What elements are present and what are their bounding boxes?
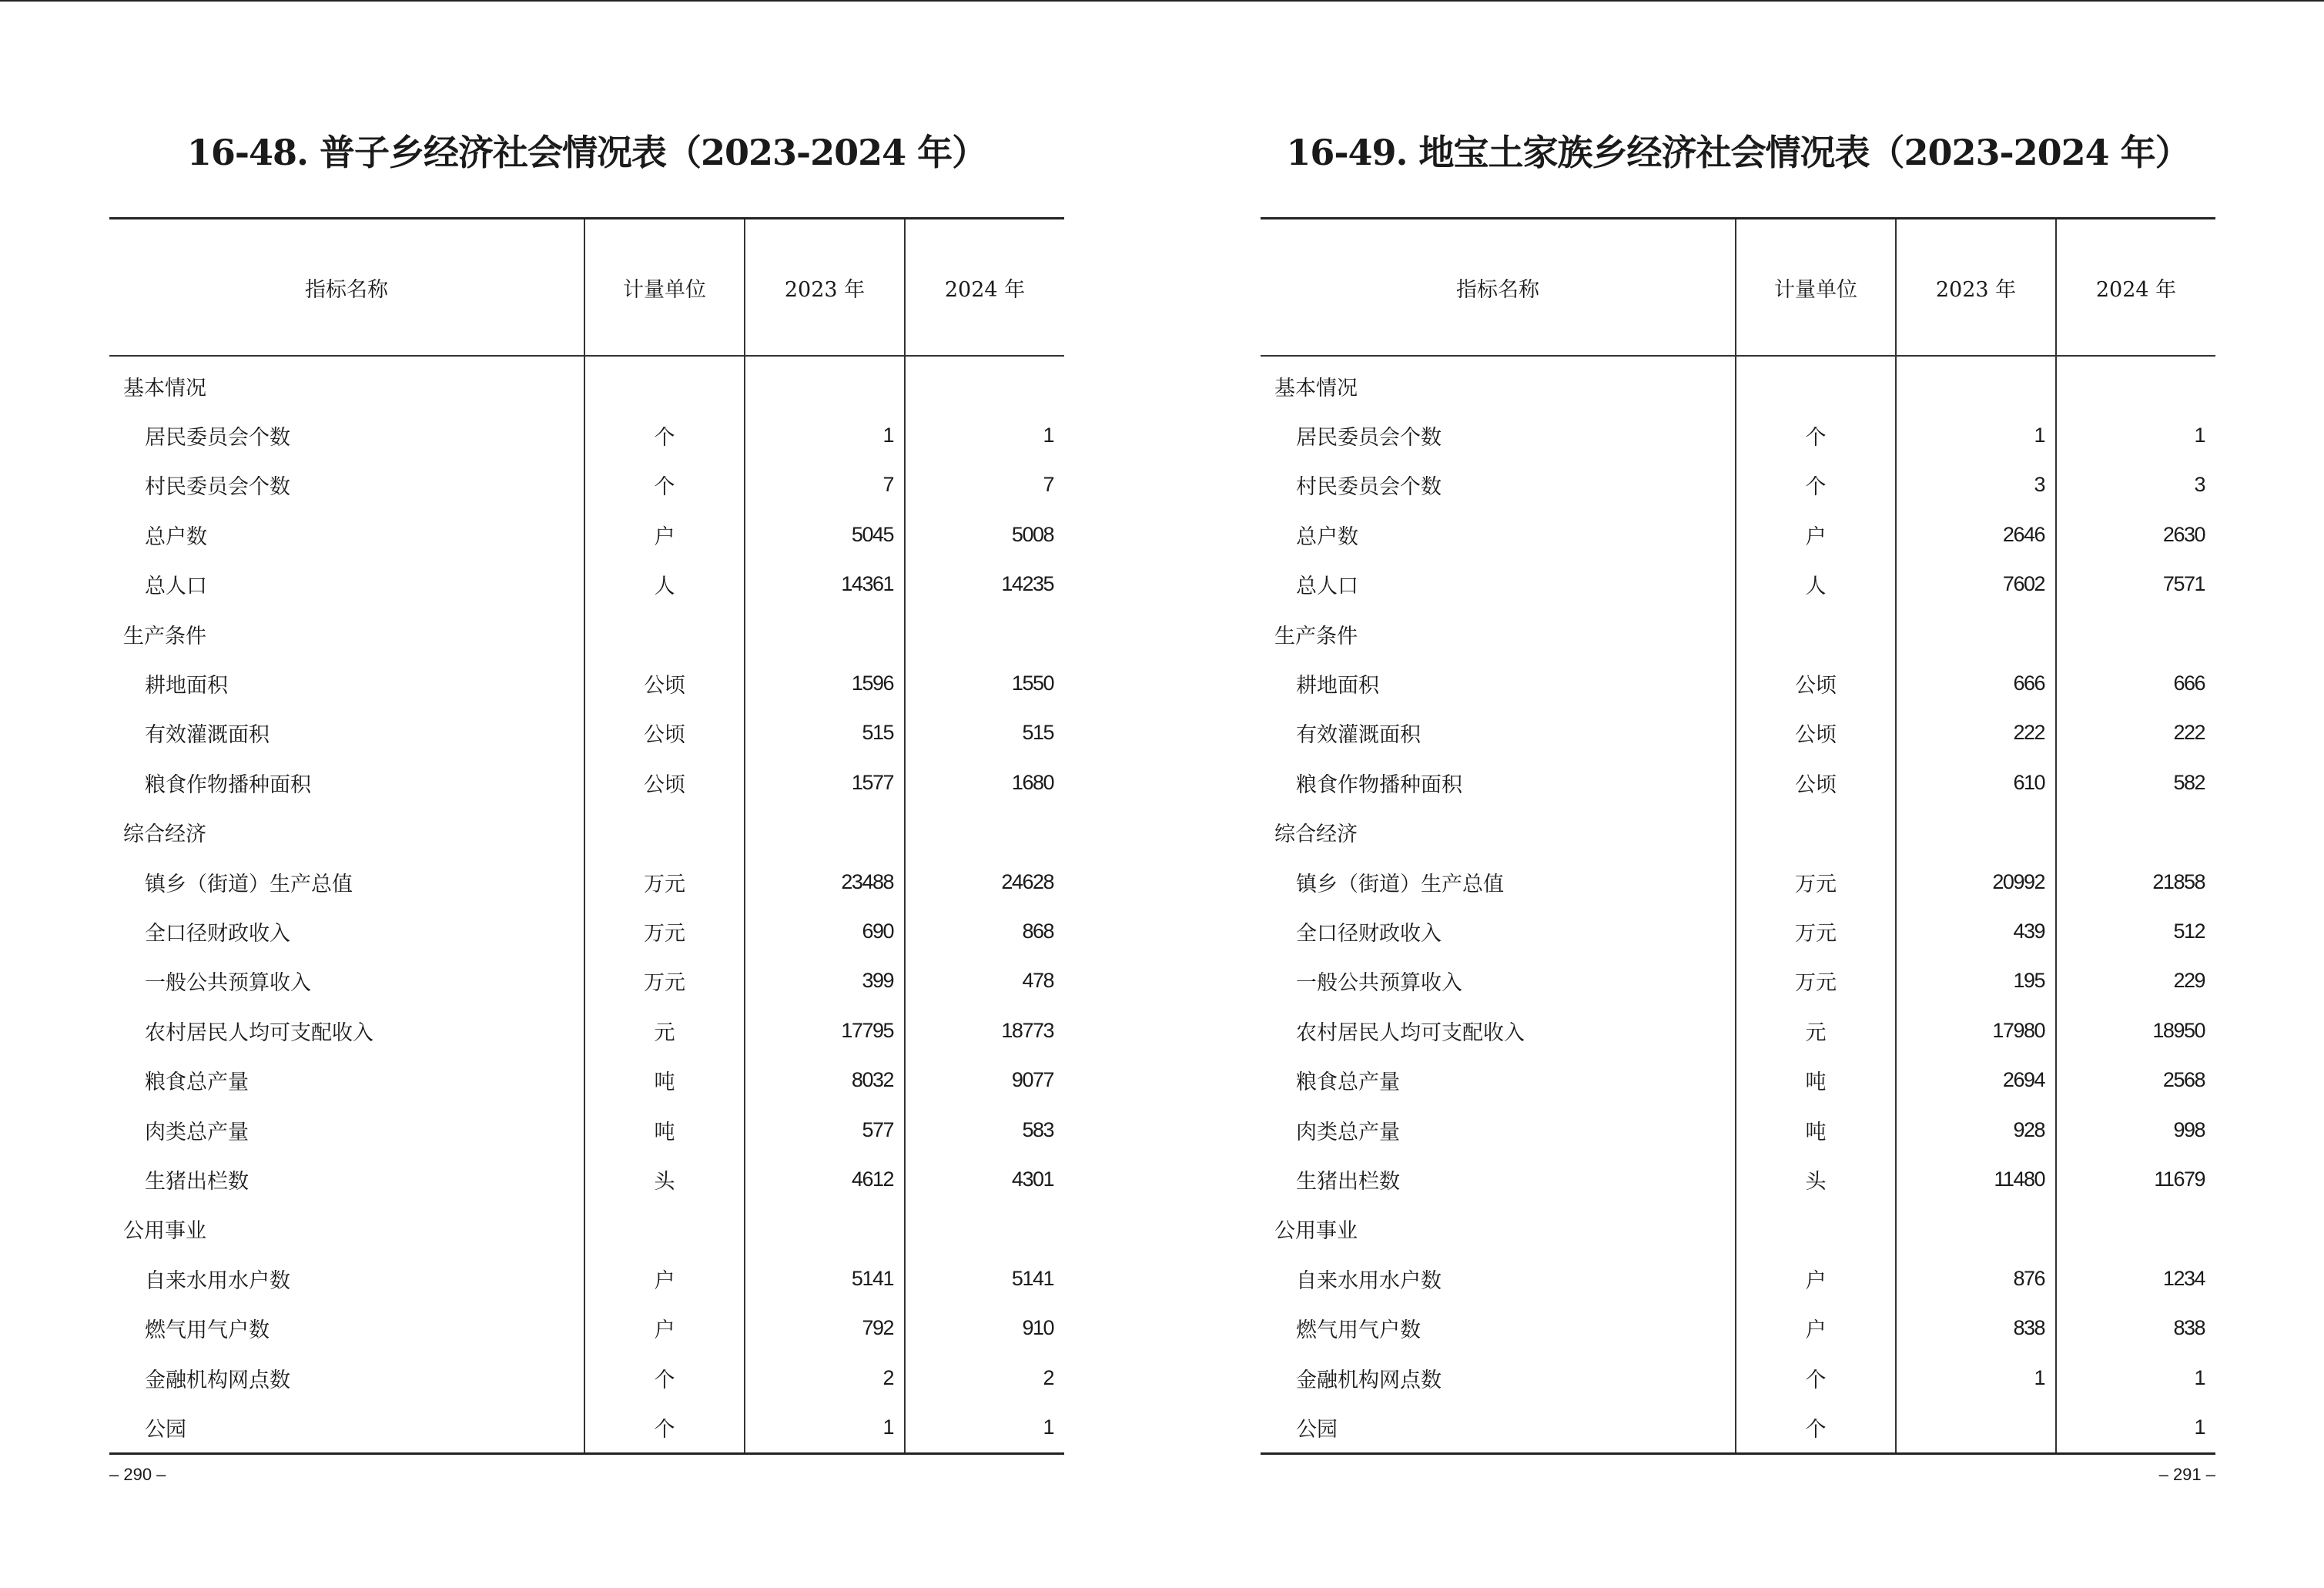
table-row xyxy=(109,658,1064,708)
value-2023: 8032 xyxy=(745,1055,905,1104)
table-row xyxy=(109,1254,1064,1303)
value-2023: 14361 xyxy=(745,560,905,609)
value-2024 xyxy=(905,1204,1064,1254)
unit-cell: 公顷 xyxy=(1736,758,1896,807)
value-2023 xyxy=(1896,1402,2056,1453)
indicator-name: 肉类总产量 xyxy=(145,1120,249,1144)
unit-cell: 万元 xyxy=(1736,956,1896,1006)
table-row xyxy=(109,709,1064,758)
unit-cell xyxy=(1736,356,1896,410)
value-2024: 666 xyxy=(2056,658,2215,708)
value-2023: 439 xyxy=(1896,906,2056,956)
header-year-2024: 2024 年 xyxy=(905,219,1064,357)
value-2024 xyxy=(2056,808,2215,857)
value-2023: 1577 xyxy=(745,758,905,807)
value-2023: 5141 xyxy=(745,1254,905,1303)
unit-cell: 头 xyxy=(584,1154,745,1204)
section-label: 生产条件 xyxy=(1274,624,1358,648)
table-row xyxy=(1261,1402,2215,1453)
indicator-name: 耕地面积 xyxy=(145,674,228,699)
table-row xyxy=(109,956,1064,1006)
value-2023: 666 xyxy=(1896,658,2056,708)
indicator-name: 总户数 xyxy=(145,524,207,549)
value-2023: 7 xyxy=(745,461,905,510)
unit-cell: 公顷 xyxy=(1736,709,1896,758)
unit-cell: 个 xyxy=(1736,461,1896,510)
indicator-name: 农村居民人均可支配收入 xyxy=(1296,1020,1525,1045)
table-row xyxy=(1261,1154,2215,1204)
indicator-name: 燃气用气户数 xyxy=(1296,1318,1421,1343)
unit-cell: 吨 xyxy=(1736,1055,1896,1104)
unit-cell: 万元 xyxy=(584,857,745,906)
unit-cell: 元 xyxy=(1736,1006,1896,1055)
unit-cell: 万元 xyxy=(1736,857,1896,906)
table-row xyxy=(109,1353,1064,1402)
table-row xyxy=(1261,758,2215,807)
indicator-name: 生猪出栏数 xyxy=(145,1169,249,1194)
unit-cell: 个 xyxy=(584,410,745,460)
table-row xyxy=(1261,1353,2215,1402)
unit-cell: 元 xyxy=(584,1006,745,1055)
value-2023: 690 xyxy=(745,906,905,956)
indicator-name: 总人口 xyxy=(1296,575,1358,599)
table-row xyxy=(109,410,1064,460)
value-2024: 14235 xyxy=(905,560,1064,609)
indicator-name: 总人口 xyxy=(145,575,207,599)
value-2023 xyxy=(745,356,905,410)
value-2024: 2630 xyxy=(2056,510,2215,559)
value-2023: 577 xyxy=(745,1105,905,1154)
value-2023: 23488 xyxy=(745,857,905,906)
page-number: – 290 – xyxy=(109,1465,166,1484)
value-2023 xyxy=(745,808,905,857)
unit-cell: 户 xyxy=(584,1254,745,1303)
value-2023: 399 xyxy=(745,956,905,1006)
table-row xyxy=(1261,709,2215,758)
value-2023 xyxy=(1896,356,2056,410)
section-label: 生产条件 xyxy=(123,624,206,648)
value-2023: 928 xyxy=(1896,1105,2056,1154)
value-2024: 1680 xyxy=(905,758,1064,807)
value-2023: 3 xyxy=(1896,461,2056,510)
indicator-name: 粮食总产量 xyxy=(1296,1070,1400,1095)
unit-cell: 个 xyxy=(1736,1353,1896,1402)
indicator-name: 有效灌溉面积 xyxy=(145,723,270,748)
value-2024: 18773 xyxy=(905,1006,1064,1055)
value-2023 xyxy=(1896,808,2056,857)
value-2023: 5045 xyxy=(745,510,905,559)
table-row xyxy=(109,758,1064,807)
unit-cell: 户 xyxy=(1736,1254,1896,1303)
header-year-2023: 2023 年 xyxy=(745,219,905,357)
value-2023: 2 xyxy=(745,1353,905,1402)
value-2023: 1 xyxy=(1896,1353,2056,1402)
value-2024 xyxy=(2056,356,2215,410)
unit-cell xyxy=(584,808,745,857)
indicator-name: 自来水用水户数 xyxy=(1296,1268,1442,1293)
value-2024: 18950 xyxy=(2056,1006,2215,1055)
unit-cell: 公顷 xyxy=(584,658,745,708)
table-row xyxy=(109,1154,1064,1204)
value-2024: 9077 xyxy=(905,1055,1064,1104)
indicator-name: 公园 xyxy=(145,1417,186,1442)
unit-cell: 个 xyxy=(584,1402,745,1453)
table-row xyxy=(1261,560,2215,609)
value-2024: 910 xyxy=(905,1303,1064,1352)
unit-cell: 万元 xyxy=(584,956,745,1006)
unit-cell: 个 xyxy=(1736,1402,1896,1453)
value-2024 xyxy=(905,609,1064,658)
unit-cell xyxy=(1736,808,1896,857)
value-2024 xyxy=(2056,609,2215,658)
value-2023: 1 xyxy=(745,1402,905,1453)
indicator-name: 农村居民人均可支配收入 xyxy=(145,1020,373,1045)
value-2024: 512 xyxy=(2056,906,2215,956)
value-2024: 21858 xyxy=(2056,857,2215,906)
indicator-name: 金融机构网点数 xyxy=(1296,1368,1442,1392)
table-header-row xyxy=(109,219,1064,357)
indicator-name: 全口径财政收入 xyxy=(145,921,290,946)
value-2023: 515 xyxy=(745,709,905,758)
indicator-name: 村民委员会个数 xyxy=(1296,475,1442,500)
table-section-row xyxy=(109,1204,1064,1254)
value-2024 xyxy=(2056,1204,2215,1254)
value-2024: 582 xyxy=(2056,758,2215,807)
value-2024: 7 xyxy=(905,461,1064,510)
unit-cell: 吨 xyxy=(584,1055,745,1104)
value-2023: 7602 xyxy=(1896,560,2056,609)
value-2024: 868 xyxy=(905,906,1064,956)
table-row xyxy=(1261,510,2215,559)
indicator-name: 肉类总产量 xyxy=(1296,1120,1400,1144)
value-2023 xyxy=(1896,1204,2056,1254)
unit-cell: 公顷 xyxy=(1736,658,1896,708)
value-2024: 1 xyxy=(2056,1402,2215,1453)
value-2024: 515 xyxy=(905,709,1064,758)
unit-cell: 人 xyxy=(1736,560,1896,609)
table-row xyxy=(1261,1303,2215,1352)
table-row xyxy=(1261,410,2215,460)
section-label: 基本情况 xyxy=(1274,376,1358,400)
value-2024 xyxy=(905,356,1064,410)
unit-cell: 个 xyxy=(584,1353,745,1402)
indicator-name: 自来水用水户数 xyxy=(145,1268,290,1293)
table-row xyxy=(109,461,1064,510)
value-2023: 20992 xyxy=(1896,857,2056,906)
value-2024: 24628 xyxy=(905,857,1064,906)
value-2023: 4612 xyxy=(745,1154,905,1204)
unit-cell: 头 xyxy=(1736,1154,1896,1204)
value-2023: 222 xyxy=(1896,709,2056,758)
value-2024: 11679 xyxy=(2056,1154,2215,1204)
table-row xyxy=(109,510,1064,559)
value-2023 xyxy=(1896,609,2056,658)
table-section-row xyxy=(109,609,1064,658)
unit-cell xyxy=(584,1204,745,1254)
unit-cell xyxy=(1736,609,1896,658)
value-2023 xyxy=(745,1204,905,1254)
table-row xyxy=(1261,658,2215,708)
page-title: 16-49. 地宝土家族乡经济社会情况表（2023-2024 年） xyxy=(1286,132,2190,173)
table-row xyxy=(109,560,1064,609)
value-2024: 1234 xyxy=(2056,1254,2215,1303)
value-2023: 195 xyxy=(1896,956,2056,1006)
indicator-name: 镇乡（街道）生产总值 xyxy=(1296,872,1504,896)
unit-cell xyxy=(584,356,745,410)
unit-cell: 个 xyxy=(1736,410,1896,460)
table-row xyxy=(1261,1105,2215,1154)
indicator-name: 全口径财政收入 xyxy=(1296,921,1442,946)
value-2024: 1550 xyxy=(905,658,1064,708)
stats-table xyxy=(1261,217,2215,1455)
value-2024 xyxy=(905,808,1064,857)
table-header-row xyxy=(1261,219,2215,357)
table-row xyxy=(109,906,1064,956)
indicator-name: 一般公共预算收入 xyxy=(1296,971,1462,996)
value-2024: 222 xyxy=(2056,709,2215,758)
value-2023: 17980 xyxy=(1896,1006,2056,1055)
value-2024: 583 xyxy=(905,1105,1064,1154)
unit-cell xyxy=(584,609,745,658)
value-2024: 7571 xyxy=(2056,560,2215,609)
table-row xyxy=(1261,1006,2215,1055)
table-section-row xyxy=(1261,609,2215,658)
value-2024: 5141 xyxy=(905,1254,1064,1303)
table-section-row xyxy=(109,356,1064,410)
table-row xyxy=(109,1006,1064,1055)
header-year-2023: 2023 年 xyxy=(1896,219,2056,357)
unit-cell: 个 xyxy=(584,461,745,510)
indicator-name: 居民委员会个数 xyxy=(1296,426,1442,451)
indicator-name: 粮食总产量 xyxy=(145,1070,249,1095)
unit-cell: 万元 xyxy=(1736,906,1896,956)
header-year-2024: 2024 年 xyxy=(2056,219,2215,357)
value-2023: 1 xyxy=(745,410,905,460)
section-label: 综合经济 xyxy=(1274,822,1358,847)
value-2024: 1 xyxy=(2056,410,2215,460)
value-2024: 998 xyxy=(2056,1105,2215,1154)
value-2024: 1 xyxy=(905,410,1064,460)
unit-cell: 公顷 xyxy=(584,709,745,758)
unit-cell: 户 xyxy=(1736,1303,1896,1352)
table-row xyxy=(1261,906,2215,956)
section-label: 公用事业 xyxy=(1274,1219,1358,1244)
value-2024: 229 xyxy=(2056,956,2215,1006)
section-label: 公用事业 xyxy=(123,1219,206,1244)
value-2023: 838 xyxy=(1896,1303,2056,1352)
value-2023 xyxy=(745,609,905,658)
indicator-name: 镇乡（街道）生产总值 xyxy=(145,872,353,896)
value-2023: 610 xyxy=(1896,758,2056,807)
table-row xyxy=(109,857,1064,906)
header-indicator-name: 指标名称 xyxy=(109,219,584,357)
page-title: 16-48. 普子乡经济社会情况表（2023-2024 年） xyxy=(186,132,987,173)
value-2024: 5008 xyxy=(905,510,1064,559)
value-2023: 17795 xyxy=(745,1006,905,1055)
table-row xyxy=(1261,1254,2215,1303)
value-2023: 2646 xyxy=(1896,510,2056,559)
indicator-name: 粮食作物播种面积 xyxy=(1296,772,1462,797)
value-2023: 792 xyxy=(745,1303,905,1352)
indicator-name: 耕地面积 xyxy=(1296,674,1379,699)
indicator-name: 生猪出栏数 xyxy=(1296,1169,1400,1194)
unit-cell: 人 xyxy=(584,560,745,609)
stats-table xyxy=(109,217,1064,1455)
table-section-row xyxy=(109,808,1064,857)
indicator-name: 总户数 xyxy=(1296,524,1358,549)
value-2023: 1596 xyxy=(745,658,905,708)
value-2023: 11480 xyxy=(1896,1154,2056,1204)
value-2024: 838 xyxy=(2056,1303,2215,1352)
table-row xyxy=(1261,1055,2215,1104)
value-2024: 2 xyxy=(905,1353,1064,1402)
table-row xyxy=(109,1105,1064,1154)
value-2023: 2694 xyxy=(1896,1055,2056,1104)
value-2024: 3 xyxy=(2056,461,2215,510)
header-unit: 计量单位 xyxy=(584,219,745,357)
indicator-name: 有效灌溉面积 xyxy=(1296,723,1421,748)
section-label: 基本情况 xyxy=(123,376,206,400)
unit-cell: 户 xyxy=(584,1303,745,1352)
indicator-name: 金融机构网点数 xyxy=(145,1368,290,1392)
page-left xyxy=(109,0,1064,1588)
value-2023: 1 xyxy=(1896,410,2056,460)
indicator-name: 村民委员会个数 xyxy=(145,475,290,500)
unit-cell: 户 xyxy=(584,510,745,559)
table-row xyxy=(109,1402,1064,1453)
value-2023: 876 xyxy=(1896,1254,2056,1303)
indicator-name: 粮食作物播种面积 xyxy=(145,772,311,797)
table-row xyxy=(109,1303,1064,1352)
value-2024: 478 xyxy=(905,956,1064,1006)
page-number: – 291 – xyxy=(2158,1465,2215,1484)
value-2024: 1 xyxy=(905,1402,1064,1453)
section-label: 综合经济 xyxy=(123,822,206,847)
table-section-row xyxy=(1261,1204,2215,1254)
value-2024: 1 xyxy=(2056,1353,2215,1402)
unit-cell: 万元 xyxy=(584,906,745,956)
indicator-name: 公园 xyxy=(1296,1417,1338,1442)
unit-cell: 吨 xyxy=(584,1105,745,1154)
unit-cell xyxy=(1736,1204,1896,1254)
table-section-row xyxy=(1261,356,2215,410)
table-row xyxy=(1261,857,2215,906)
header-unit: 计量单位 xyxy=(1736,219,1896,357)
value-2024: 2568 xyxy=(2056,1055,2215,1104)
header-indicator-name: 指标名称 xyxy=(1261,219,1736,357)
table-row xyxy=(109,1055,1064,1104)
indicator-name: 燃气用气户数 xyxy=(145,1318,270,1343)
table-row xyxy=(1261,461,2215,510)
unit-cell: 吨 xyxy=(1736,1105,1896,1154)
value-2024: 4301 xyxy=(905,1154,1064,1204)
table-section-row xyxy=(1261,808,2215,857)
unit-cell: 户 xyxy=(1736,510,1896,559)
table-row xyxy=(1261,956,2215,1006)
page-right xyxy=(1261,0,2215,1588)
indicator-name: 居民委员会个数 xyxy=(145,426,290,451)
indicator-name: 一般公共预算收入 xyxy=(145,971,311,996)
unit-cell: 公顷 xyxy=(584,758,745,807)
